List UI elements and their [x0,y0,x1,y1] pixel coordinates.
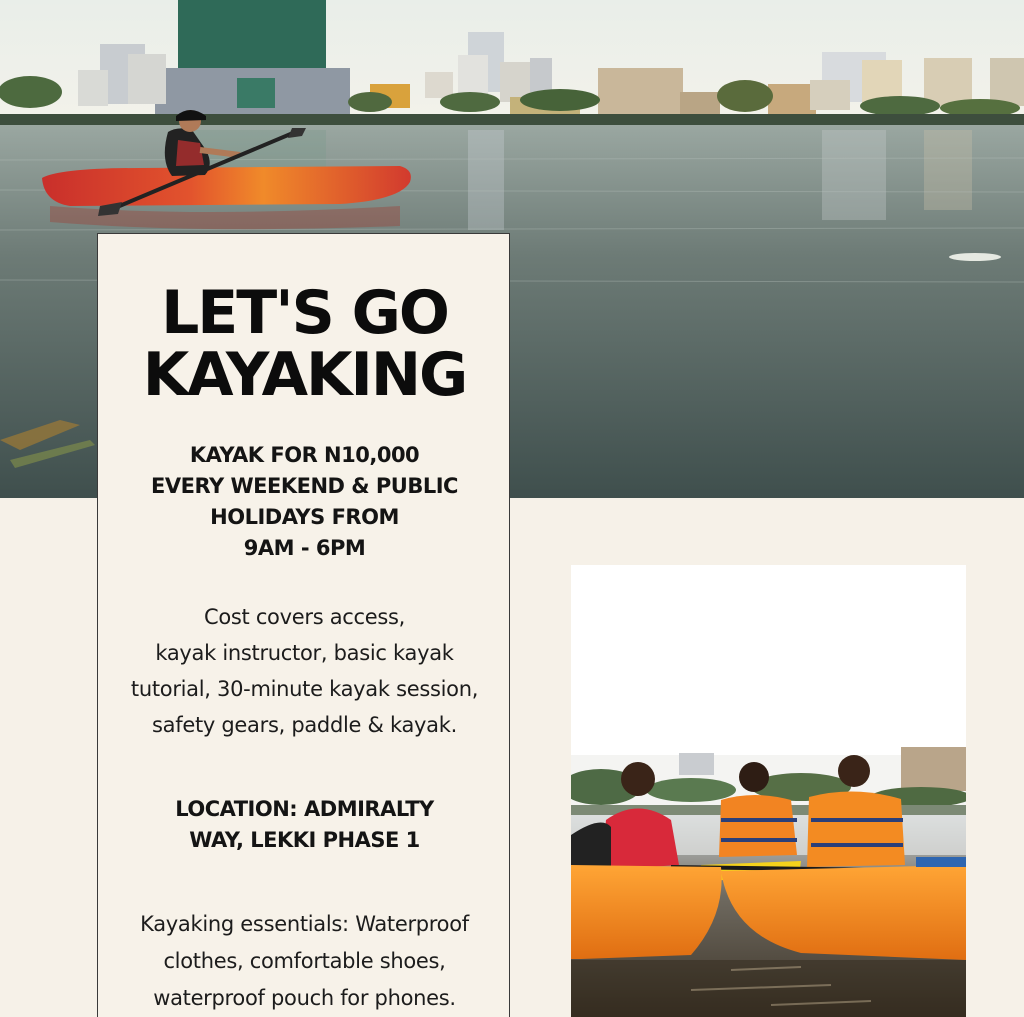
essentials-line-3: waterproof pouch for phones. [153,986,456,1010]
offer-line-3: HOLIDAYS FROM [210,505,399,529]
covers-line-3: tutorial, 30-minute kayak session, [130,677,479,701]
covers-line-4: safety gears, paddle & kayak. [152,713,457,737]
covers-line-2: kayak instructor, basic kayak [155,641,454,665]
poster-title [98,278,511,410]
title-line-2: KAYAKING [142,340,467,410]
essentials-line-1: Kayaking essentials: Waterproof [140,912,469,936]
offer-line-2: EVERY WEEKEND & PUBLIC [151,474,458,498]
kayaking-essentials [98,906,511,1017]
title-line-1: LET'S GO [161,278,448,348]
essentials-line-2: clothes, comfortable shoes, [163,949,446,973]
group-kayak-scene [571,565,966,1017]
cost-covers [98,599,511,743]
location [108,794,501,856]
location-line-2: WAY, LEKKI PHASE 1 [189,828,420,852]
offer-line-1: KAYAK FOR N10,000 [189,443,420,467]
location-line-1: LOCATION: ADMIRALTY [175,797,434,821]
covers-line-1: Cost covers access, [203,605,406,629]
price-schedule [108,440,501,564]
info-card [97,233,510,1017]
group-kayak-photo [571,565,966,1017]
offer-line-4: 9AM - 6PM [243,536,366,560]
